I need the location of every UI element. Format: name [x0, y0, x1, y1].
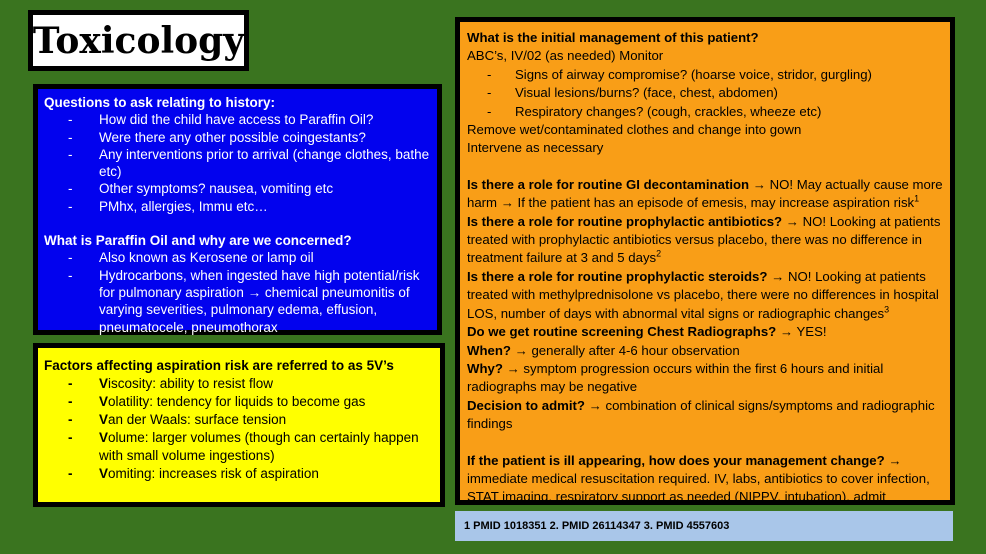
bullet-dash: - — [68, 250, 73, 266]
bullet-dash: - — [68, 129, 73, 145]
bullet-text: Volume: larger volumes (though can certainly happen with small volume ingestions) — [99, 430, 419, 463]
bold-text: Decision to admit? — [467, 397, 585, 413]
bullet-dash: - — [68, 181, 73, 197]
bullet-text: Viscosity: ability to resist flow — [99, 376, 274, 391]
aspiration-risk-5v-box — [33, 343, 445, 507]
text-line — [44, 94, 433, 111]
line-spacer — [467, 434, 944, 452]
bold-text: V — [99, 394, 109, 409]
bold-text: V — [99, 466, 109, 481]
bullet-dash: - — [487, 66, 492, 82]
bullet-line — [467, 84, 944, 102]
text-line: Do we get routine screening Chest Radiographs? → YES! — [467, 324, 827, 340]
superscript-ref: 2 — [656, 249, 662, 260]
bullet-text: Other symptoms? nausea, vomiting etc — [99, 181, 334, 197]
text-line: Is there a role for routine GI decontamination → NO! May actually cause more harm → If the patient has an episode of emesis, may increase aspiration risk$^1$ — [467, 176, 943, 211]
history-questions-box — [33, 84, 442, 335]
pmid-references: 1 PMID 1018351 2. PMID 26114347 3. PMID 4557603 — [464, 520, 730, 532]
text-line: Why? → symptom progression occurs within the first 6 hours and initial radiographs may be negative — [467, 360, 884, 395]
text-line — [44, 357, 436, 375]
bullet-line — [44, 180, 433, 197]
bullet-dash: - — [68, 430, 73, 445]
bullet-text: Vomiting: increases risk of aspiration — [99, 466, 319, 481]
bullet-text: Volatility: tendency for liquids to become gas — [99, 394, 366, 409]
bullet-text: Were there any other possible coingestants? — [99, 129, 366, 145]
initial-management-box — [455, 17, 955, 505]
bullet-line — [44, 111, 433, 128]
text-line: When? → generally after 4-6 hour observation — [467, 342, 740, 358]
bullet-line — [44, 198, 433, 215]
references-footer — [455, 511, 953, 541]
bullet-text: PMhx, allergies, Immu etc… — [99, 198, 268, 214]
bullet-text: Visual lesions/burns? (face, chest, abdomen) — [515, 85, 778, 101]
bold-text: Questions to ask relating to history: — [44, 95, 276, 110]
bullet-dash: - — [68, 112, 73, 128]
superscript-ref: 1 — [914, 193, 920, 204]
bullet-text: Respiratory changes? (cough, crackles, wheeze etc) — [515, 103, 822, 119]
page-title: Toxicology — [32, 19, 245, 62]
bullet-dash: - — [68, 412, 73, 427]
bullet-dash: - — [68, 394, 73, 409]
slide-title-box — [28, 10, 249, 71]
text-line — [467, 29, 944, 47]
bullet-dash: - — [487, 103, 492, 119]
bold-text: What is Paraffin Oil and why are we concerned? — [44, 233, 352, 249]
bullet-dash: - — [68, 198, 73, 214]
bullet-text: Also known as Kerosene or lamp oil — [99, 250, 314, 266]
bold-text: Do we get routine screening Chest Radiographs? — [467, 324, 777, 340]
bold-text: Why? — [467, 360, 503, 376]
bullet-line — [44, 249, 433, 266]
bullet-line — [44, 267, 433, 336]
text-line: Is there a role for routine prophylactic antibiotics? → NO! Looking at patients treated with prophylactic antibiotics versus placebo, there was no difference in treatment failure at 3 and 5 days$^2$ — [467, 213, 941, 266]
bold-text: V — [99, 376, 109, 391]
bullet-text: Hydrocarbons, when ingested have high potential/risk for pulmonary aspiration → chemical pneumonitis of varying severities, pulmonary edema, effusion, pneumatocele, pneumothorax — [99, 267, 420, 335]
bold-text: When? — [467, 342, 511, 358]
bold-text: If the patient is ill appearing, how does your management change? — [467, 452, 885, 468]
bold-text: Is there a role for routine prophylactic antibiotics? — [467, 213, 783, 229]
bullet-dash: - — [68, 376, 73, 391]
bullet-text: Van der Waals: surface tension — [99, 412, 287, 427]
text-line: Intervene as necessary — [467, 140, 604, 156]
bullet-dash: - — [68, 146, 73, 162]
text-line: ABC’s, IV/02 (as needed) Monitor — [467, 48, 664, 64]
superscript-ref: 3 — [884, 304, 890, 315]
bullet-line — [44, 429, 436, 465]
bullet-line — [44, 411, 436, 429]
text-line: If the patient is ill appearing, how does your management change? → immediate medical resuscitation required. IV, labs, antibiotics to cover infection, STAT imaging, respiratory support as needed (NIPPV, intubation), admit — [467, 452, 930, 505]
bold-text: What is the initial management of this patient? — [467, 30, 759, 45]
bullet-text: How did the child have access to Paraffin Oil? — [99, 112, 374, 128]
bullet-line — [467, 66, 944, 84]
bullet-line — [44, 146, 433, 181]
bullet-line — [44, 465, 436, 483]
bold-text: V — [99, 412, 109, 427]
text-line: Decision to admit? → combination of clinical signs/symptoms and radiographic findings — [467, 397, 935, 432]
bullet-text: Signs of airway compromise? (hoarse voice, stridor, gurgling) — [515, 66, 872, 82]
text-line — [44, 232, 433, 249]
line-spacer — [467, 158, 944, 176]
text-line: Remove wet/contaminated clothes and change into gown — [467, 122, 802, 138]
bold-text: V — [99, 430, 109, 445]
bullet-dash: - — [68, 466, 73, 481]
bullet-line — [467, 103, 944, 121]
bullet-dash: - — [487, 85, 492, 101]
bullet-text: Any interventions prior to arrival (change clothes, bathe etc) — [99, 146, 430, 180]
bold-text: Is there a role for routine prophylactic steroids? — [467, 268, 768, 284]
text-line: Is there a role for routine prophylactic steroids? → NO! Looking at patients treated with methylprednisolone vs placebo, there were no differences in hospital LOS, number of days with abnormal vital signs or radiographic changes$^3$ — [467, 268, 939, 321]
line-spacer — [44, 215, 433, 232]
bullet-dash: - — [68, 267, 73, 283]
bold-text: Factors affecting aspiration risk are referred to as 5V’s — [44, 358, 394, 373]
bold-text: Is there a role for routine GI decontamination — [467, 176, 750, 192]
bullet-line — [44, 393, 436, 411]
bullet-line — [44, 129, 433, 146]
bullet-line — [44, 375, 436, 393]
